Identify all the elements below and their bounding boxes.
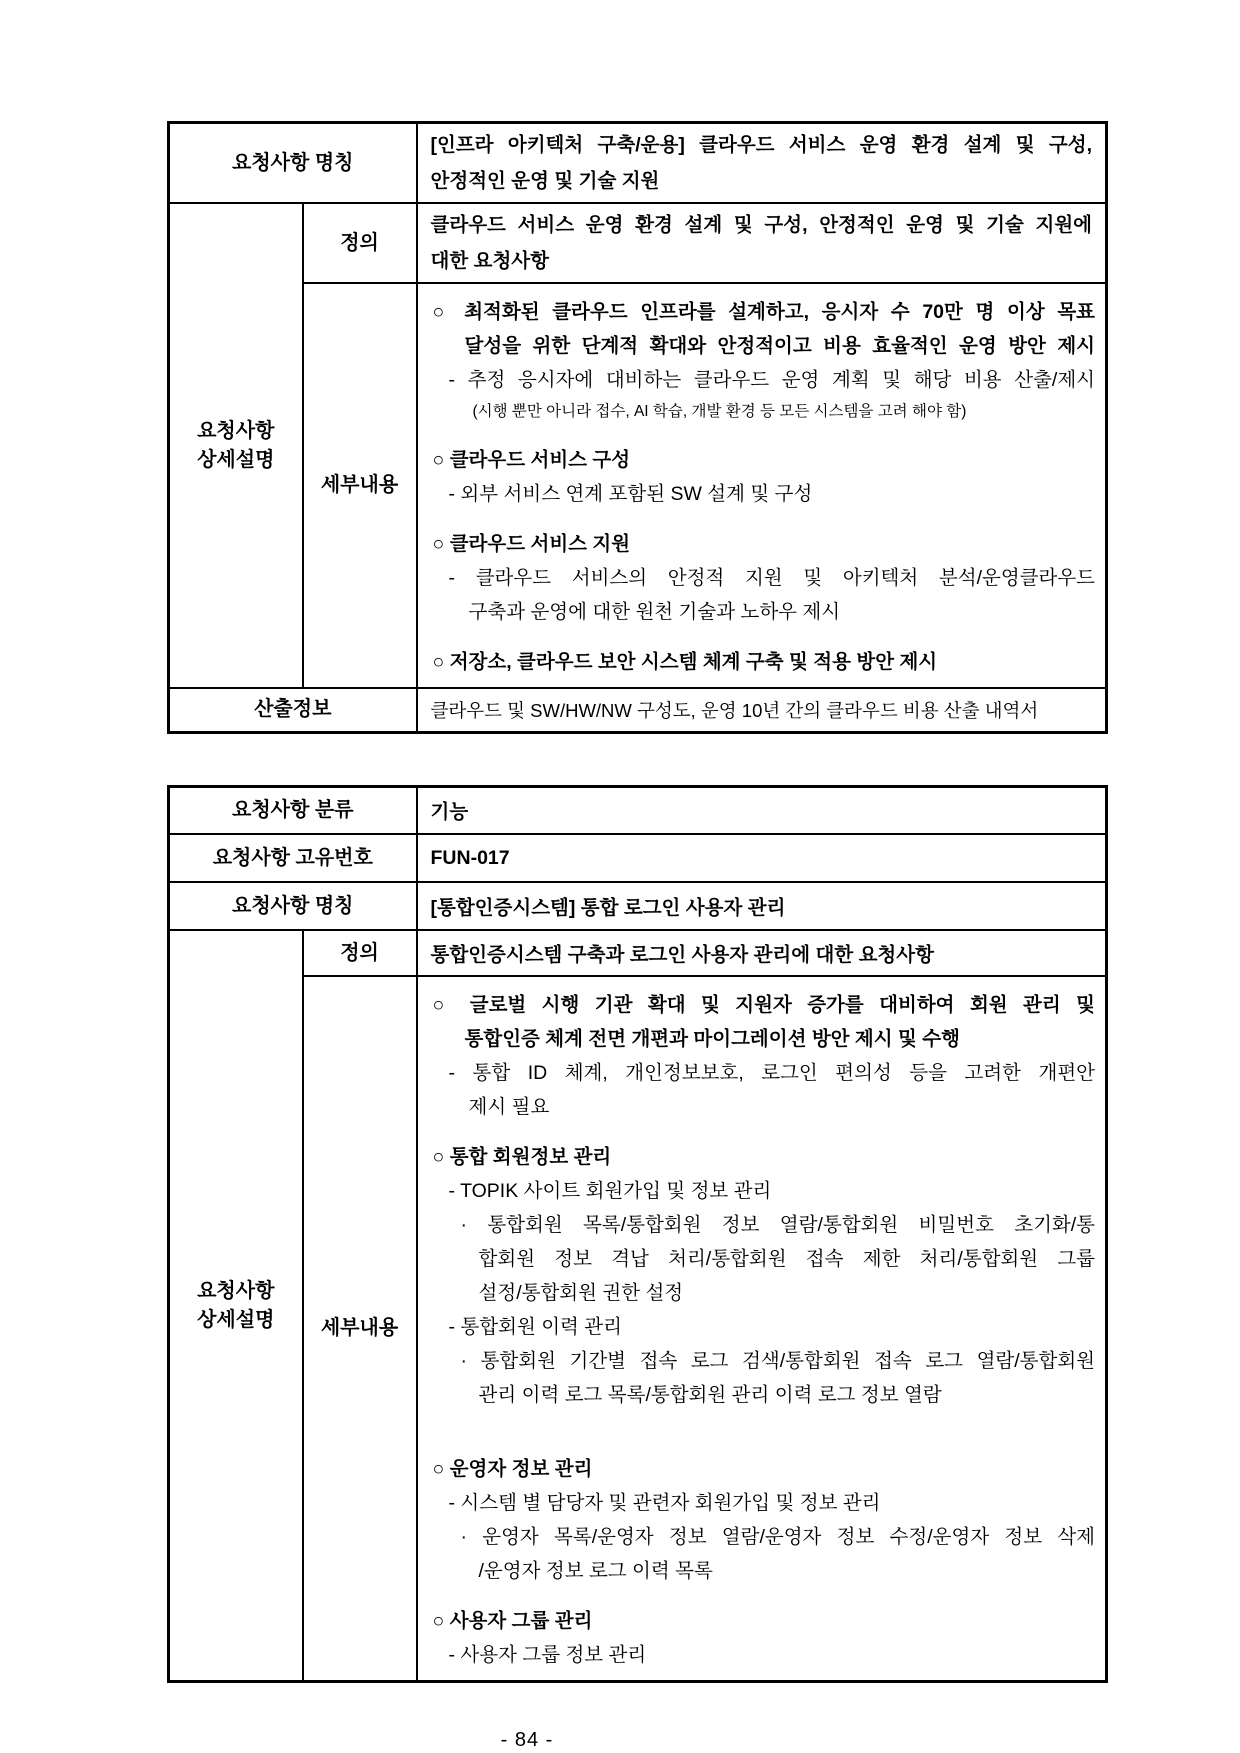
details-label: 세부내용 bbox=[320, 474, 399, 496]
table-row bbox=[169, 688, 1107, 732]
detail-line: - 시스템 별 담당자 및 관련자 회원가입 및 정보 관리 bbox=[448, 1492, 881, 1514]
title-line: [인프라 아키텍처 구축/운용] 클라우드 서비스 운영 환경 설계 및 구성, bbox=[430, 134, 1093, 156]
category-label: 요청사항 분류 bbox=[232, 798, 354, 821]
page-number: - 84 - bbox=[500, 1729, 554, 1751]
table-gap bbox=[0, 734, 1240, 785]
detail-line: /운영자 정보 로그 이력 목록 bbox=[478, 1560, 713, 1582]
detail-gap bbox=[431, 511, 1096, 527]
table-row bbox=[169, 930, 1107, 976]
definition-label: 정의 bbox=[340, 231, 379, 254]
table-row bbox=[169, 834, 1107, 882]
detail-line: ○ 운영자 정보 관리 bbox=[432, 1458, 593, 1480]
details-content-cell bbox=[417, 283, 1107, 688]
details-label-cell bbox=[303, 283, 417, 688]
output-value-cell bbox=[417, 688, 1107, 732]
definition-line: 대한 요청사항 bbox=[430, 250, 549, 272]
detail-gap bbox=[431, 1588, 1096, 1604]
detail-line: 제시 필요 bbox=[468, 1096, 550, 1118]
id-label: 요청사항 고유번호 bbox=[212, 846, 373, 869]
output-label: 산출정보 bbox=[254, 698, 332, 721]
detail-line: ○ 사용자 그룹 관리 bbox=[432, 1610, 593, 1632]
table-row bbox=[169, 976, 1107, 1682]
detail-line: 합회원 정보 격납 처리/통합회원 접속 제한 처리/통합회원 그룹 bbox=[478, 1248, 1096, 1270]
details-label-cell bbox=[303, 976, 417, 1682]
detail-line: 구축과 운영에 대한 원천 기술과 노하우 제시 bbox=[468, 601, 841, 623]
detail-line: ○ 클라우드 서비스 지원 bbox=[432, 533, 631, 555]
title-line: 안정적인 운영 및 기술 지원 bbox=[430, 170, 660, 192]
output-value: 클라우드 및 SW/HW/NW 구성도, 운영 10년 간의 클라우드 비용 산출 내역서 bbox=[430, 699, 1039, 721]
detail-label-cell bbox=[169, 930, 303, 1682]
title-value: [통합인증시스템] 통합 로그인 사용자 관리 bbox=[430, 897, 786, 919]
detail-gap bbox=[431, 1124, 1096, 1140]
requirement-table-infra bbox=[167, 121, 1108, 734]
detail-line: - 사용자 그룹 정보 관리 bbox=[448, 1644, 647, 1666]
detail-label: 상세설명 bbox=[197, 448, 275, 471]
details-label: 세부내용 bbox=[320, 1317, 399, 1339]
table-row bbox=[169, 882, 1107, 930]
table-row bbox=[169, 283, 1107, 688]
definition-label-cell bbox=[303, 203, 417, 283]
id-label-cell bbox=[169, 834, 417, 882]
definition-value-cell bbox=[417, 930, 1107, 976]
detail-line: - 통합 ID 체계, 개인정보보호, 로그인 편의성 등을 고려한 개편안 bbox=[448, 1062, 1096, 1084]
detail-line: - 통합회원 이력 관리 bbox=[448, 1316, 622, 1338]
definition-value-cell bbox=[417, 203, 1107, 283]
definition-label: 정의 bbox=[340, 941, 379, 964]
detail-line: (시행 뿐만 아니라 접수, AI 학습, 개발 환경 등 모든 시스템을 고려 해야 함) bbox=[472, 403, 967, 420]
category-label-cell bbox=[169, 786, 417, 834]
detail-gap bbox=[431, 629, 1096, 645]
detail-line: - 추정 응시자에 대비하는 클라우드 운영 계획 및 해당 비용 산출/제시 bbox=[448, 369, 1096, 391]
definition-label-cell bbox=[303, 930, 417, 976]
detail-gap bbox=[431, 1412, 1096, 1452]
output-label-cell bbox=[169, 688, 417, 732]
detail-line: - TOPIK 사이트 회원가입 및 정보 관리 bbox=[448, 1180, 772, 1202]
table-row bbox=[169, 123, 1107, 204]
requirement-table-fun017 bbox=[167, 785, 1108, 1684]
title-label: 요청사항 명칭 bbox=[232, 894, 354, 917]
detail-line: - 클라우드 서비스의 안정적 지원 및 아키텍처 분석/운영클라우드 bbox=[448, 567, 1096, 589]
details-content bbox=[418, 977, 1106, 1680]
title-label-cell bbox=[169, 123, 417, 204]
table-row bbox=[169, 786, 1107, 834]
detail-line: ○ 저장소, 클라우드 보안 시스템 체계 구축 및 적용 방안 제시 bbox=[432, 651, 938, 673]
title-label-cell bbox=[169, 882, 417, 930]
detail-line: 달성을 위한 단계적 확대와 안정적이고 비용 효율적인 운영 방안 제시 bbox=[464, 335, 1096, 357]
detail-label: 요청사항 bbox=[197, 419, 275, 442]
title-label: 요청사항 명칭 bbox=[232, 151, 354, 174]
detail-line: · 통합회원 기간별 접속 로그 검색/통합회원 접속 로그 열람/통합회원 bbox=[460, 1350, 1096, 1372]
detail-line: · 운영자 목록/운영자 정보 열람/운영자 정보 수정/운영자 정보 삭제 bbox=[460, 1526, 1096, 1548]
detail-line: 관리 이력 로그 목록/통합회원 관리 이력 로그 정보 열람 bbox=[478, 1384, 942, 1406]
detail-line: ○ 통합 회원정보 관리 bbox=[432, 1146, 612, 1168]
detail-line: ○ 클라우드 서비스 구성 bbox=[432, 449, 631, 471]
detail-label: 요청사항 bbox=[197, 1279, 275, 1302]
definition-value: 통합인증시스템 구축과 로그인 사용자 관리에 대한 요청사항 bbox=[430, 944, 934, 966]
category-value: 기능 bbox=[430, 801, 469, 824]
detail-line: 설정/통합회원 권한 설정 bbox=[478, 1282, 684, 1304]
details-content bbox=[418, 284, 1106, 687]
category-value-cell bbox=[417, 786, 1107, 834]
id-value: FUN-017 bbox=[430, 846, 510, 869]
details-content-cell bbox=[417, 976, 1107, 1682]
top-margin bbox=[0, 0, 1240, 121]
title-value-cell bbox=[417, 882, 1107, 930]
detail-gap bbox=[431, 427, 1096, 443]
detail-line: ○ 글로벌 시행 기관 확대 및 지원자 증가를 대비하여 회원 관리 및 bbox=[432, 994, 1096, 1016]
detail-line: - 외부 서비스 연계 포함된 SW 설계 및 구성 bbox=[448, 483, 813, 505]
definition-line: 클라우드 서비스 운영 환경 설계 및 구성, 안정적인 운영 및 기술 지원에 bbox=[430, 214, 1093, 236]
detail-line: 통합인증 체계 전면 개편과 마이그레이션 방안 제시 및 수행 bbox=[464, 1028, 960, 1050]
table-row bbox=[169, 203, 1107, 283]
detail-line: · 통합회원 목록/통합회원 정보 열람/통합회원 비밀번호 초기화/통 bbox=[460, 1214, 1096, 1236]
id-value-cell bbox=[417, 834, 1107, 882]
detail-label-cell bbox=[169, 203, 303, 688]
title-value-cell bbox=[417, 123, 1107, 204]
detail-line: ○ 최적화된 클라우드 인프라를 설계하고, 응시자 수 70만 명 이상 목표 bbox=[432, 301, 1096, 323]
detail-label: 상세설명 bbox=[197, 1308, 275, 1331]
